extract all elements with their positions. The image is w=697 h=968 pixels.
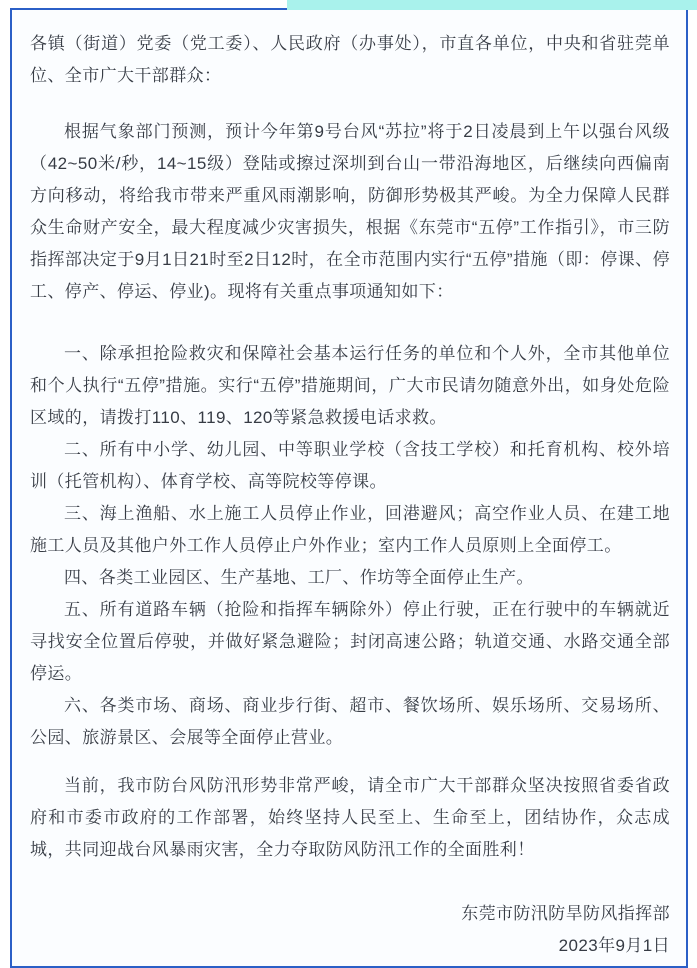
salutation: 各镇（街道）党委（党工委）、人民政府（办事处），市直各单位，中央和省驻莞单位、全市广大干部群众： <box>30 34 670 85</box>
notice-item-6: 六、各类市场、商场、商业步行街、超市、餐饮场所、娱乐场所、交易场所、公园、旅游景区、会展等全面停止营业。 <box>30 696 670 747</box>
issue-date: 2023年9月1日 <box>558 936 670 955</box>
closing-paragraph: 当前，我市防台风防汛形势非常严峻，请全市广大干部群众坚决按照省委省政府和市委市政府的工作部署，始终坚持人民至上、生命至上，团结协作，众志成城，共同迎战台风暴雨灾害，全力夺取防风防汛工作的全面胜利！ <box>30 776 670 859</box>
notice-item-4: 四、各类工业园区、生产基地、工厂、作坊等全面停止生产。 <box>64 568 534 587</box>
notice-item-3: 三、海上渔船、水上施工人员停止作业，回港避风；高空作业人员、在建工地施工人员及其他户外工作人员停止户外作业；室内工作人员原则上全面停工。 <box>30 504 670 555</box>
intro-paragraph: 根据气象部门预测，预计今年第9号台风“苏拉”将于2日凌晨到上午以强台风级（42~50米/秒，14~15级）登陆或擦过深圳到台山一带沿海地区，后继续向西偏南方向移动，将给我市带来严重风雨潮影响，防御形势极其严峻。为全力保障人民群众生命财产安全，最大程度减少灾害损失，根据《东莞市“五停”工作指引》，市三防指挥部决定于9月1日21时至2日12时，在全市范围内实行“五停”措施（即：停课、停工、停产、停运、停业)。现将有关重点事项通知如下： <box>30 122 670 301</box>
issuer-signature: 东莞市防汛防旱防风指挥部 <box>461 904 670 923</box>
notice-document <box>10 8 688 968</box>
notice-item-5: 五、所有道路车辆（抢险和指挥车辆除外）停止行驶，正在行驶中的车辆就近寻找安全位置后停驶，并做好紧急避险；封闭高速公路；轨道交通、水路交通全部停运。 <box>30 600 670 683</box>
notice-items <box>30 338 670 754</box>
notice-item-2: 二、所有中小学、幼儿园、中等职业学校（含技工学校）和托育机构、校外培训（托管机构）、体育学校、高等院校等停课。 <box>30 440 670 491</box>
accent-strip <box>287 0 697 10</box>
notice-item-1: 一、除承担抢险救灾和保障社会基本运行任务的单位和个人外，全市其他单位和个人执行“五停”措施。实行“五停”措施期间，广大市民请勿随意外出，如身处危险区域的，请拨打110、119、120等紧急救援电话求救。 <box>30 344 670 427</box>
